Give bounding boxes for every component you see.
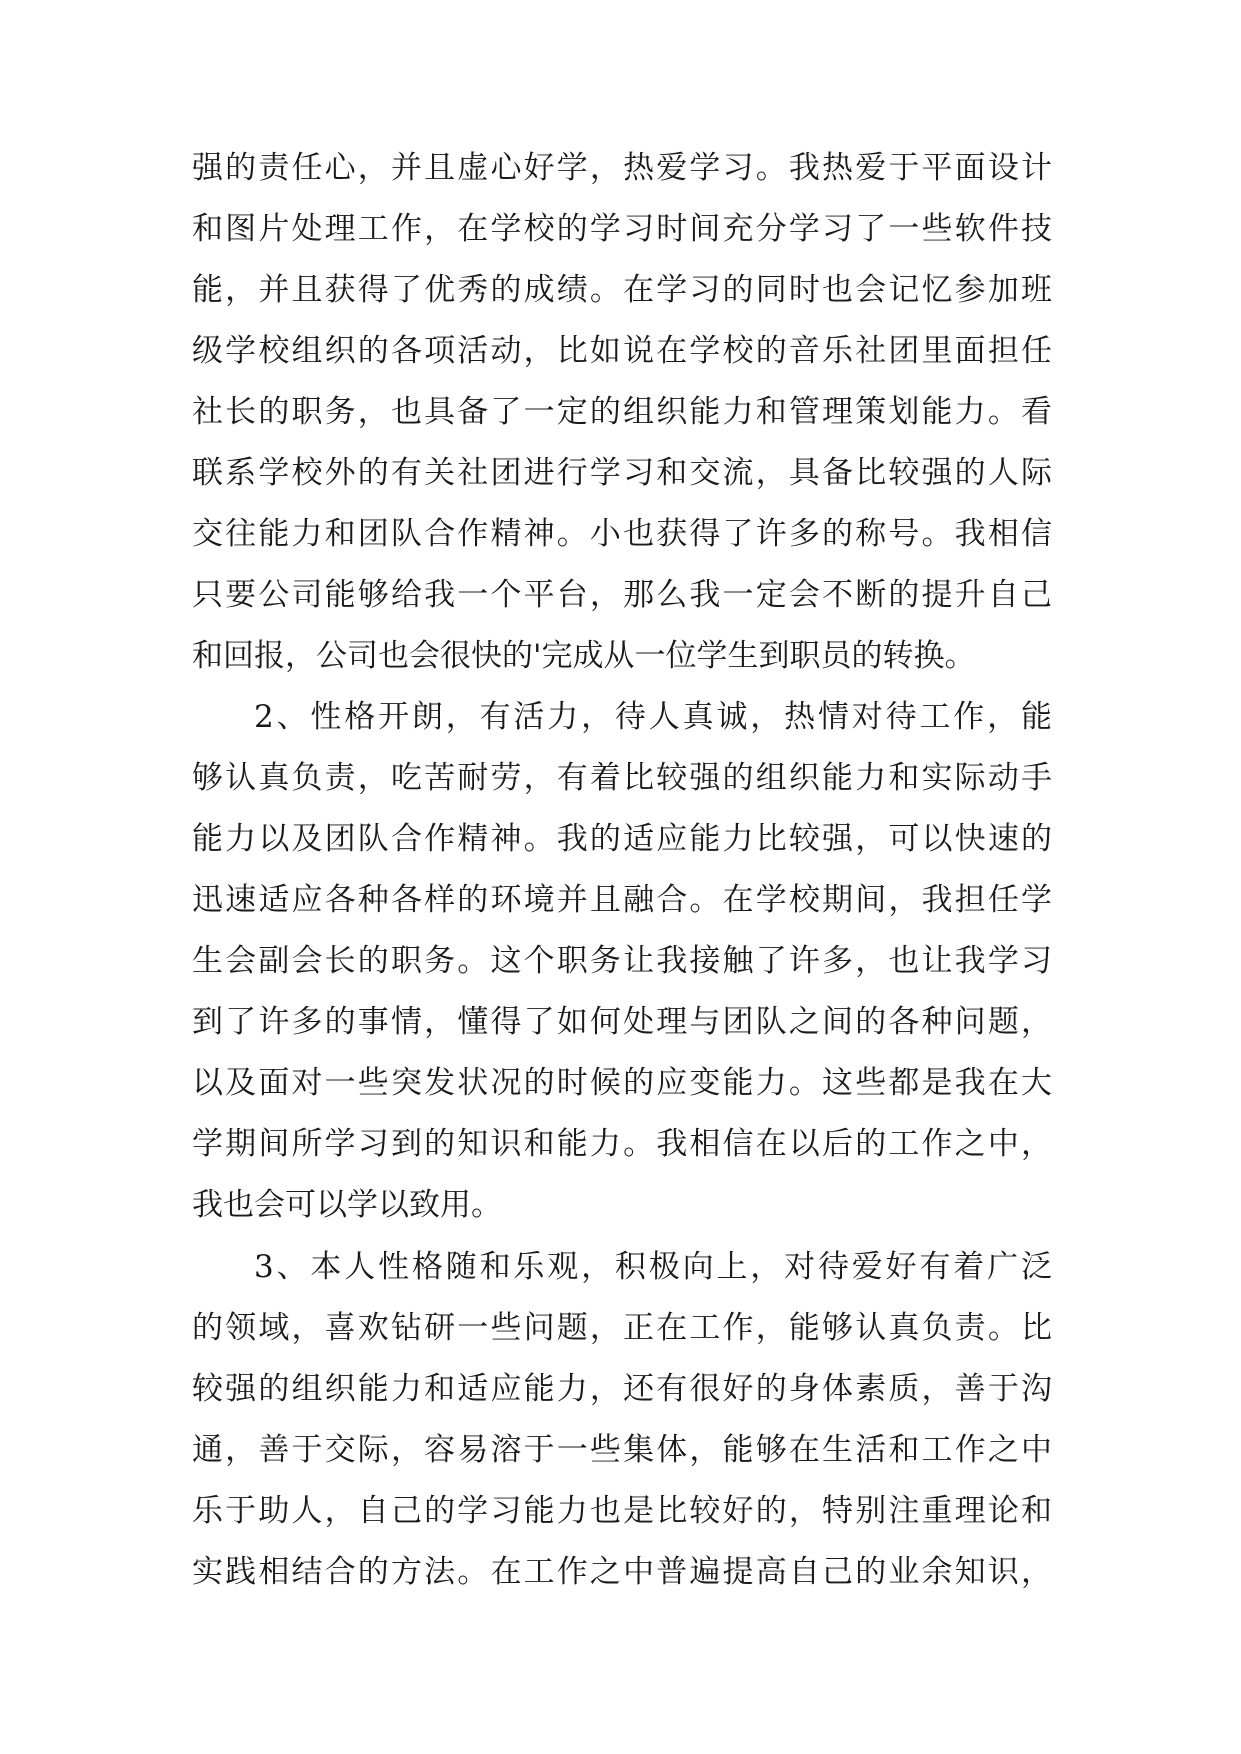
text-line: 联系学校外的有关社团进行学习和交流，具备比较强的人际: [192, 455, 1052, 491]
text-line: 迅速适应各种各样的环境并且融合。在学校期间，我担任学: [192, 882, 1052, 918]
text-line: 学期间所学习到的知识和能力。我相信在以后的工作之中，: [192, 1126, 1052, 1162]
text-line: 较强的组织能力和适应能力，还有很好的身体素质，善于沟: [192, 1371, 1052, 1407]
text-line: 强的责任心，并且虚心好学，热爱学习。我热爱于平面设计: [192, 150, 1052, 186]
text-line: 级学校组织的各项活动，比如说在学校的音乐社团里面担任: [192, 333, 1052, 369]
text-line: 3、本人性格随和乐观，积极向上，对待爱好有着广泛: [254, 1249, 1052, 1285]
paragraph-1: [192, 138, 1052, 687]
text-line: 乐于助人，自己的学习能力也是比较好的，特别注重理论和: [192, 1493, 1052, 1529]
text-line: 实践相结合的方法。在工作之中普遍提高自己的业余知识，: [192, 1554, 1052, 1590]
text-line: 交往能力和团队合作精神。小也获得了许多的称号。我相信: [192, 516, 1052, 552]
text-line: 的领域，喜欢钻研一些问题，正在工作，能够认真负责。比: [192, 1310, 1052, 1346]
paragraph-3: [192, 1237, 1052, 1603]
text-line: 我也会可以学以致用。: [192, 1187, 502, 1223]
text-line: 以及面对一些突发状况的时候的应变能力。这些都是我在大: [192, 1065, 1052, 1101]
text-line: 能力以及团队合作精神。我的适应能力比较强，可以快速的: [192, 821, 1052, 857]
text-line: 能，并且获得了优秀的成绩。在学习的同时也会记忆参加班: [192, 272, 1052, 308]
text-line: 只要公司能够给我一个平台，那么我一定会不断的提升自己: [192, 577, 1052, 613]
text-line: 和图片处理工作，在学校的学习时间充分学习了一些软件技: [192, 211, 1052, 247]
text-line: 到了许多的事情，懂得了如何处理与团队之间的各种问题，: [192, 1004, 1052, 1040]
text-line: 社长的职务，也具备了一定的组织能力和管理策划能力。看: [192, 394, 1052, 430]
text-line: 2、性格开朗，有活力，待人真诚，热情对待工作，能: [254, 699, 1052, 735]
text-line: 通，善于交际，容易溶于一些集体，能够在生活和工作之中: [192, 1432, 1052, 1468]
paragraph-2: [192, 687, 1052, 1236]
text-line: 够认真负责，吃苦耐劳，有着比较强的组织能力和实际动手: [192, 760, 1052, 796]
text-line: 生会副会长的职务。这个职务让我接触了许多，也让我学习: [192, 943, 1052, 979]
text-line: 和回报，公司也会很快的'完成从一位学生到职员的转换。: [192, 638, 976, 674]
